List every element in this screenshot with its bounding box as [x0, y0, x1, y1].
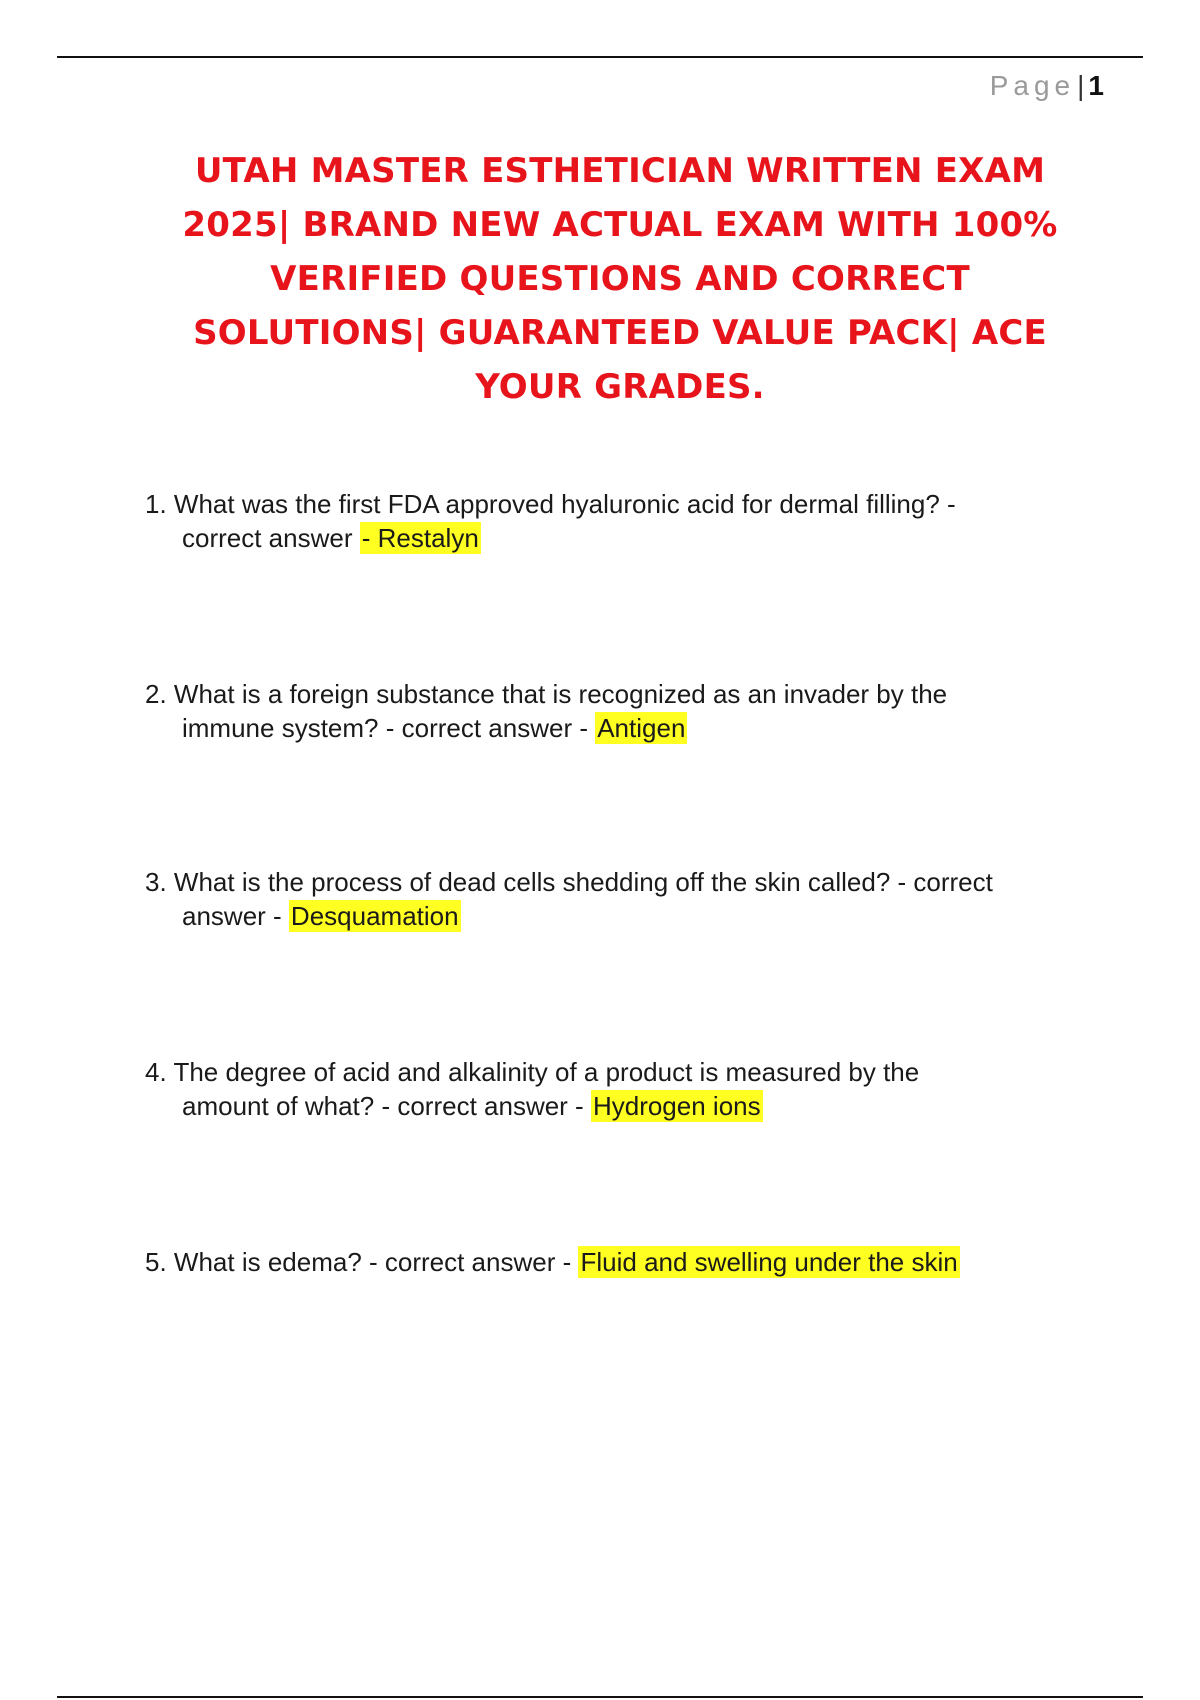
title-line: 2025| BRAND NEW ACTUAL EXAM WITH 100% [182, 205, 1058, 245]
title-line: VERIFIED QUESTIONS AND CORRECT [270, 259, 970, 299]
question-continuation [145, 1089, 1085, 1123]
page-label: Page [989, 70, 1076, 101]
question-item [145, 487, 1085, 555]
question-continuation [145, 899, 1085, 933]
title-line: SOLUTIONS| GUARANTEED VALUE PACK| ACE [193, 313, 1047, 353]
question-item [145, 1245, 1085, 1279]
answer-prefix: immune system? - correct answer - [182, 713, 596, 743]
question-continuation [145, 711, 1085, 745]
question-text: 5. What is edema? - correct answer - [145, 1247, 579, 1277]
question-text: 2. What is a foreign substance that is recognized as an invader by the [145, 679, 948, 709]
answer-highlight: Hydrogen ions [592, 1091, 761, 1121]
question-item [145, 865, 1085, 933]
page-separator: | [1077, 70, 1085, 101]
question-text: 4. The degree of acid and alkalinity of a product is measured by the [145, 1057, 920, 1087]
document-title [150, 144, 1090, 414]
answer-highlight: Desquamation [290, 901, 459, 931]
footer-rule [57, 1696, 1143, 1698]
answer-prefix: answer - [182, 901, 289, 931]
question-line [145, 1245, 1085, 1279]
answer-highlight: - Restalyn [361, 523, 479, 553]
page-number [990, 70, 1104, 102]
answer-highlight: Antigen [597, 713, 686, 743]
header-rule [57, 56, 1143, 58]
answer-prefix: correct answer [182, 523, 360, 553]
title-line: YOUR GRADES. [475, 367, 765, 407]
question-text: 3. What is the process of dead cells shedding off the skin called? - correct [145, 867, 993, 897]
page-number-value: 1 [1088, 70, 1104, 101]
question-item [145, 677, 1085, 745]
title-line: UTAH MASTER ESTHETICIAN WRITTEN EXAM [194, 151, 1046, 191]
question-continuation [145, 521, 1085, 555]
question-item [145, 1055, 1085, 1123]
answer-highlight: Fluid and swelling under the skin [580, 1247, 958, 1277]
question-text: 1. What was the first FDA approved hyaluronic acid for dermal filling? - [145, 489, 956, 519]
answer-prefix: amount of what? - correct answer - [182, 1091, 591, 1121]
